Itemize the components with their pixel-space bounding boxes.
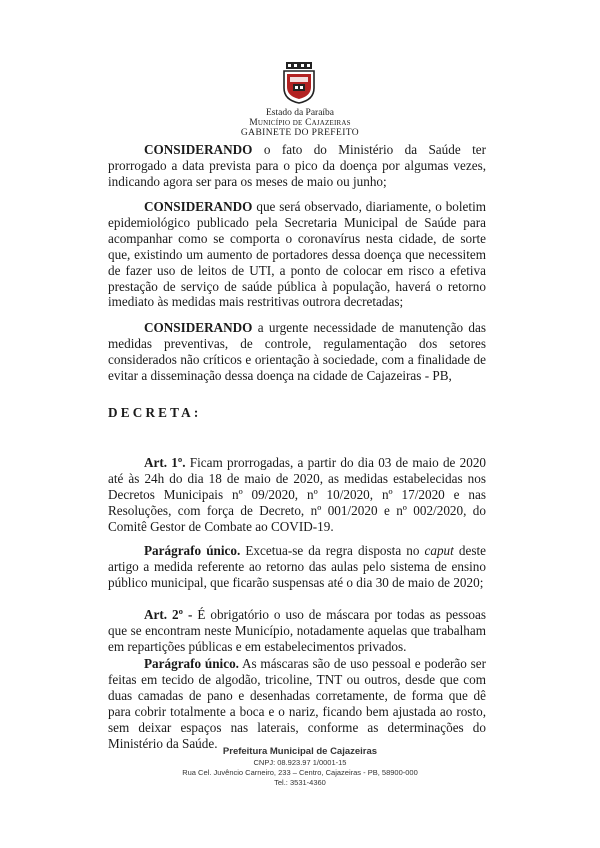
caput-term: caput <box>424 543 454 558</box>
footer-address: Rua Cel. Juvêncio Carneiro, 233 – Centro, Cajazeiras - PB, 58900-000 <box>182 768 418 777</box>
paragraph-text: a urgente necessidade de manutenção das medidas preventivas, de controle, regulamentação dos setores considerados não críticos e orientação à sociedade, com a finalidade de evitar a disseminação dessa doença na cidade de Cajazeiras - PB, <box>108 320 486 383</box>
paragraph-text: Excetua-se da regra disposta no <box>240 543 425 558</box>
sole-paragraph-2 <box>108 656 486 751</box>
header-municipality: Município de Cajazeiras <box>249 118 351 128</box>
considerando-label: CONSIDERANDO <box>144 199 253 214</box>
article-label: Art. 2º - <box>144 607 193 622</box>
coat-of-arms-icon <box>282 62 316 104</box>
considerando-paragraph-1 <box>108 142 486 190</box>
considerando-label: CONSIDERANDO <box>144 142 253 157</box>
considerando-label: CONSIDERANDO <box>144 320 253 335</box>
decreta-heading: DECRETA: <box>108 405 202 420</box>
article-label: Art. 1º. <box>144 455 186 470</box>
article-text: Ficam prorrogadas, a partir do dia 03 de maio de 2020 até às 24h do dia 18 de maio de 2020, as medidas estabelecidas nos Decretos Municipais nº 09/2020, nº 10/2020, nº 17/2020 e nas Resoluções, com força de Decreto, nº 001/2020 e nº 002/2020, do Comitê Gestor de Combate ao COVID-19. <box>108 455 487 534</box>
paragraph-text: que será observado, diariamente, o boletim epidemiológico publicado pela Secretaria Municipal de Saúde para acompanhar como se comporta o coronavírus nesta cidade, de sorte que, existindo um aumento de portadores dessa doença que necessitem de fazer uso de leitos de UTI, a ponto de colocar em risco a efetiva prestação de serviço de saúde pública à população, haverá o retorno imediato às medidas mais restritivas outrora decretadas; <box>108 199 486 310</box>
header-office: GABINETE DO PREFEITO <box>240 128 360 138</box>
footer-phone: Tel.: 3531-4360 <box>274 778 326 787</box>
article-2 <box>108 607 486 655</box>
paragraph-text: o fato do Ministério da Saúde ter prorrogado a data prevista para o pico da doença por algumas vezes, indicando agora ser para os meses de maio ou junho; <box>108 142 486 189</box>
paragraph-text: deste artigo a medida referente ao retorno das aulas pelo sistema de ensino público municipal, que ficarão suspensas até o dia 30 de maio de 2020; <box>108 543 486 590</box>
sole-paragraph-1 <box>108 543 486 591</box>
sole-paragraph-label: Parágrafo único. <box>144 656 239 671</box>
footer-cnpj: CNPJ: 08.923.97 1/0001-15 <box>253 758 347 767</box>
considerando-paragraph-3 <box>108 320 486 384</box>
sole-paragraph-label: Parágrafo único. <box>144 543 241 558</box>
footer-name: Prefeitura Municipal de Cajazeiras <box>222 746 378 757</box>
header-state: Estado da Paraíba <box>265 108 335 118</box>
article-text: É obrigatório o uso de máscara por todas as pessoas que se encontram neste Município, notadamente aquelas que trabalham em repartições públicas e em estabelecimentos privados. <box>108 607 486 654</box>
considerando-paragraph-2 <box>108 199 486 310</box>
paragraph-text: As máscaras são de uso pessoal e poderão ser feitas em tecido de algodão, tricoline, TNT ou outros, desde que com duas camadas de pano e desenhadas corretamente, de forma que dê para cobrir totalmente a boca e o nariz, ficando bem ajustada ao rosto, sem deixar espaços nas laterais, conforme as determinações do Ministério da Saúde. <box>108 656 486 751</box>
article-1 <box>108 455 486 535</box>
